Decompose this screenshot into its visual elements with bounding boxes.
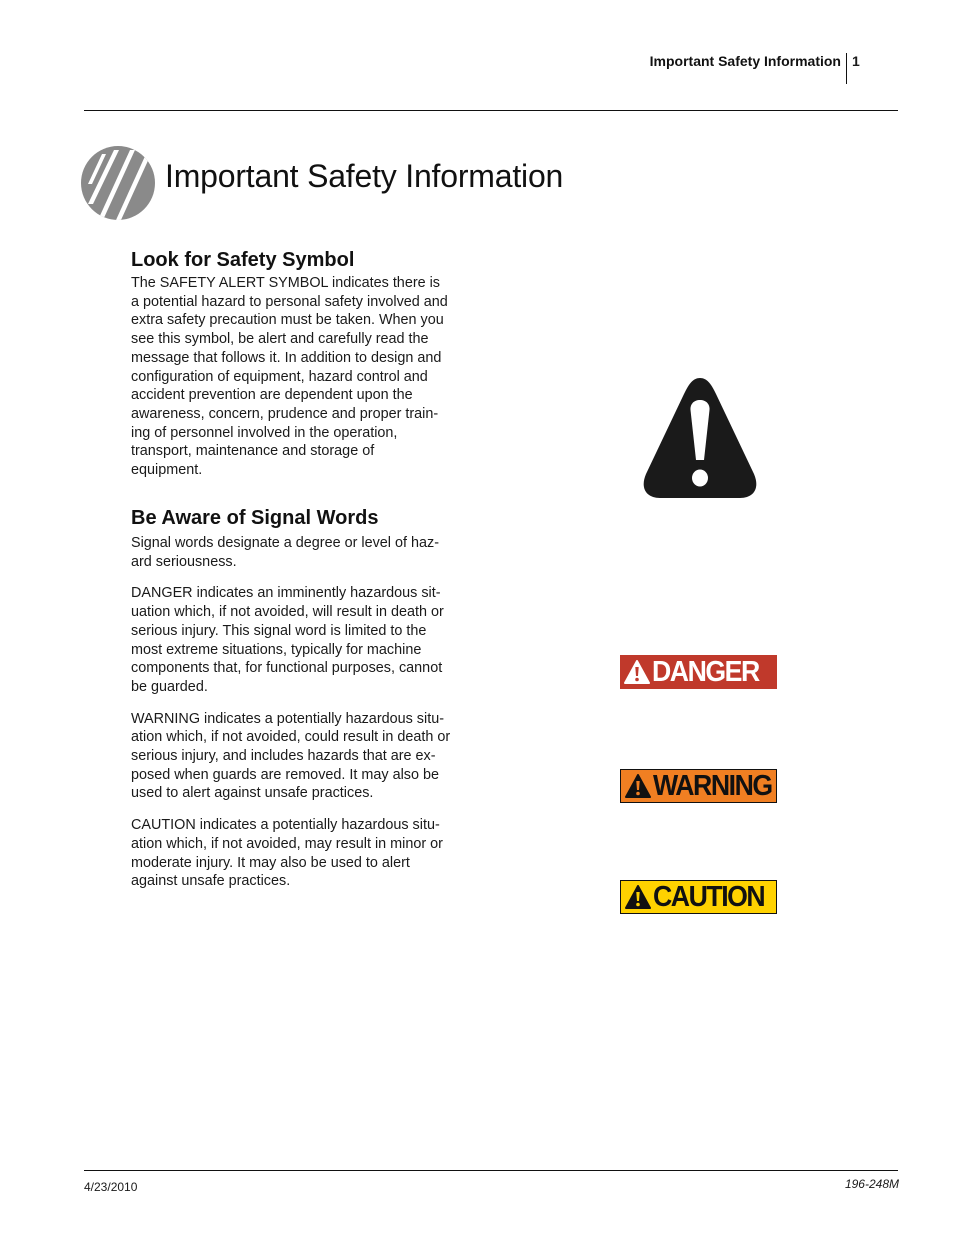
page-title: Important Safety Information xyxy=(165,158,564,194)
header-section-title: Important Safety Information xyxy=(649,53,841,69)
danger-alert-icon xyxy=(622,658,652,686)
body-line: serious injury, and includes hazards that are ex- xyxy=(131,748,436,765)
danger-sign-label: DANGER xyxy=(652,656,759,688)
caution-sign xyxy=(620,880,777,914)
body-line: DANGER indicates an imminently hazardous sit- xyxy=(131,585,441,602)
body-line: The SAFETY ALERT SYMBOL indicates there is xyxy=(131,275,441,291)
warning-sign-label: WARNING xyxy=(653,770,772,802)
body-line: configuration of equipment, hazard control and xyxy=(131,368,428,385)
body-line: message that follows it. In addition to design and xyxy=(131,349,442,366)
body-line: most extreme situations, typically for machine xyxy=(131,641,422,658)
body-line: awareness, concern, prudence and proper train- xyxy=(131,405,439,422)
section-look-for-safety-symbol xyxy=(131,248,471,480)
section-signal-words xyxy=(131,506,471,891)
body-line: uation which, if not avoided, will result in death or xyxy=(131,604,444,621)
header-divider xyxy=(846,53,847,84)
footer-date: 4/23/2010 xyxy=(84,1180,138,1194)
body-line: posed when guards are removed. It may also be xyxy=(131,766,439,783)
footer-doc-number: 196-248M xyxy=(844,1177,899,1191)
warning-sign xyxy=(620,769,777,803)
body-line: used to alert against unsafe practices. xyxy=(131,785,374,802)
body-line: accident prevention are dependent upon the xyxy=(131,387,413,404)
body-line: CAUTION indicates a potentially hazardous situ- xyxy=(131,817,440,834)
warning-alert-icon xyxy=(623,772,653,800)
body-line: extra safety precaution must be taken. When you xyxy=(131,312,444,329)
body-line: be guarded. xyxy=(131,678,208,695)
body-line: ing of personnel involved in the operation, xyxy=(131,424,398,441)
body-line: ation which, if not avoided, could result in death or xyxy=(131,729,451,746)
section-heading: Be Aware of Signal Words xyxy=(131,507,379,529)
body-line: against unsafe practices. xyxy=(131,873,291,890)
body-line: WARNING indicates a potentially hazardous situ- xyxy=(131,710,444,727)
caution-alert-icon xyxy=(623,883,653,911)
danger-sign xyxy=(620,655,777,689)
body-line: moderate injury. It may also be used to alert xyxy=(131,854,410,871)
body-line: serious injury. This signal word is limited to the xyxy=(131,622,427,639)
body-line: transport, maintenance and storage of xyxy=(131,443,375,460)
body-line: ation which, if not avoided, may result in minor or xyxy=(131,835,443,852)
body-line: components that, for functional purposes, cannot xyxy=(131,660,443,677)
caution-sign-label: CAUTION xyxy=(653,881,765,913)
body-line: equipment. xyxy=(131,462,203,479)
top-rule xyxy=(84,110,898,111)
striped-circle-logo-icon xyxy=(80,146,156,220)
bottom-rule xyxy=(84,1170,898,1171)
header-page-number: 1 xyxy=(852,53,860,69)
body-line: see this symbol, be alert and carefully read the xyxy=(131,331,429,348)
body-line: Signal words designate a degree or level of haz- xyxy=(131,535,439,551)
safety-alert-symbol-icon xyxy=(640,374,760,500)
body-line: ard seriousness. xyxy=(131,553,237,570)
body-line: a potential hazard to personal safety involved and xyxy=(131,293,448,310)
section-heading: Look for Safety Symbol xyxy=(131,249,355,271)
